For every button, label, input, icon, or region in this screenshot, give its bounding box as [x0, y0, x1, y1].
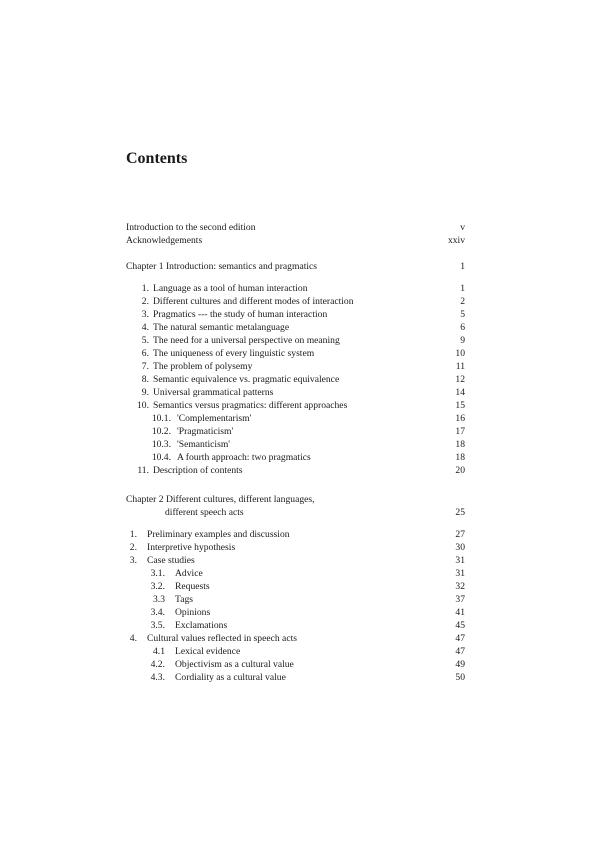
section-number: 1. — [129, 529, 137, 540]
subsection-number: 3.5. — [150, 620, 165, 631]
toc-page-number: 27 — [455, 529, 465, 540]
toc-page-number: xxiv — [447, 235, 465, 246]
section-label: Interpretive hypothesis — [147, 542, 236, 553]
toc-section — [126, 554, 465, 567]
toc-page-number: 37 — [455, 594, 465, 605]
toc-page-number: 45 — [455, 620, 465, 631]
subsection-label: Lexical evidence — [175, 646, 241, 657]
subsection-label: Exclamations — [175, 620, 228, 631]
toc-section — [126, 528, 465, 541]
toc-page-number: 18 — [455, 452, 465, 463]
toc-page-number: 6 — [460, 322, 465, 333]
toc-page-number: 47 — [455, 646, 465, 657]
subsection-number: 3.1. — [150, 568, 165, 579]
subsection-label: Requests — [175, 581, 210, 592]
section-number: 7. — [141, 361, 149, 372]
section-label: Semantics versus pragmatics: different approaches — [153, 400, 348, 411]
section-label: The natural semantic metalanguage — [153, 322, 290, 333]
toc-page-number: 1 — [460, 261, 465, 272]
toc-page-number: v — [460, 222, 465, 233]
toc-page-number: 12 — [455, 374, 465, 385]
chapter-title-continued: different speech acts — [165, 507, 244, 518]
section-label: The problem of polysemy — [153, 361, 253, 372]
section-label: Preliminary examples and discussion — [147, 529, 290, 540]
toc-subsection — [126, 580, 465, 593]
section-label: The uniqueness of every linguistic system — [153, 348, 315, 359]
section-label: Pragmatics --- the study of human interaction — [153, 309, 328, 320]
section-number: 9. — [141, 387, 149, 398]
section-number: 2. — [129, 542, 137, 553]
toc-section — [126, 282, 465, 295]
table-of-contents — [126, 221, 465, 684]
subsection-label: 'Pragmaticism' — [177, 426, 234, 437]
toc-section — [126, 321, 465, 334]
toc-subsection — [126, 619, 465, 632]
subsection-label: 'Complementarism' — [177, 413, 252, 424]
toc-page-number: 11 — [455, 361, 465, 372]
toc-subsection — [126, 593, 465, 606]
subsection-number: 10.1. — [151, 413, 171, 424]
toc-page-number: 9 — [460, 335, 465, 346]
subsection-label: Opinions — [175, 607, 211, 618]
section-label: Case studies — [147, 555, 195, 566]
toc-page-number: 14 — [455, 387, 465, 398]
subsection-label: Tags — [175, 594, 193, 605]
toc-page-number: 31 — [455, 568, 465, 579]
subsection-number: 4.1 — [153, 646, 165, 657]
toc-page-number: 32 — [455, 581, 465, 592]
toc-entry-introduction — [126, 221, 465, 234]
section-label: Different cultures and different modes of interaction — [153, 296, 354, 307]
toc-subsection — [126, 451, 465, 464]
section-number: 4. — [129, 633, 137, 644]
subsection-label: A fourth approach: two pragmatics — [177, 452, 311, 463]
section-label: Cultural values reflected in speech acts — [147, 633, 297, 644]
toc-subsection — [126, 567, 465, 580]
toc-page-number: 10 — [455, 348, 465, 359]
section-label: Universal grammatical patterns — [153, 387, 274, 398]
toc-subsection — [126, 671, 465, 684]
toc-section — [126, 632, 465, 645]
toc-chapter-1-heading — [126, 260, 465, 273]
toc-section — [126, 360, 465, 373]
toc-label: Acknowledgements — [126, 235, 203, 246]
toc-page-number: 47 — [455, 633, 465, 644]
section-number: 4. — [141, 322, 149, 333]
toc-page-number: 20 — [455, 465, 465, 476]
subsection-number: 4.3. — [150, 672, 165, 683]
toc-page-number: 50 — [455, 672, 465, 683]
toc-chapter-2-heading — [126, 493, 465, 506]
toc-page-number: 15 — [455, 400, 465, 411]
section-label: The need for a universal perspective on meaning — [153, 335, 340, 346]
toc-section — [126, 399, 465, 412]
toc-subsection — [126, 438, 465, 451]
section-number: 3. — [141, 309, 149, 320]
toc-section — [126, 373, 465, 386]
toc-section — [126, 464, 465, 477]
toc-subsection — [126, 658, 465, 671]
toc-section — [126, 347, 465, 360]
subsection-number: 10.4. — [151, 452, 171, 463]
toc-page-number: 18 — [455, 439, 465, 450]
toc-section — [126, 295, 465, 308]
toc-page-number: 25 — [455, 507, 465, 518]
toc-page-number: 41 — [455, 607, 465, 618]
subsection-number: 4.2. — [150, 659, 165, 670]
section-number: 11. — [137, 465, 149, 476]
subsection-label: 'Semanticism' — [177, 439, 231, 450]
toc-label: Introduction to the second edition — [126, 222, 256, 233]
subsection-number: 10.3. — [151, 439, 171, 450]
subsection-label: Cordiality as a cultural value — [175, 672, 286, 683]
section-number: 2. — [141, 296, 149, 307]
section-number: 8. — [141, 374, 149, 385]
toc-subsection — [126, 425, 465, 438]
toc-page-number: 5 — [460, 309, 465, 320]
section-label: Language as a tool of human interaction — [153, 283, 308, 294]
subsection-label: Objectivism as a cultural value — [175, 659, 294, 670]
toc-page-number: 1 — [460, 283, 465, 294]
toc-page-number: 16 — [455, 413, 465, 424]
section-number: 5. — [141, 335, 149, 346]
section-number: 10. — [137, 400, 149, 411]
section-number: 1. — [141, 283, 149, 294]
chapter-title: Chapter 1 Introduction: semantics and pragmatics — [126, 261, 318, 272]
section-number: 6. — [141, 348, 149, 359]
section-label: Description of contents — [153, 465, 243, 476]
section-label: Semantic equivalence vs. pragmatic equivalence — [153, 374, 340, 385]
toc-section — [126, 308, 465, 321]
subsection-number: 10.2. — [151, 426, 171, 437]
toc-section — [126, 334, 465, 347]
toc-section — [126, 386, 465, 399]
page-title: Contents — [126, 150, 188, 167]
chapter-title: Chapter 2 Different cultures, different languages, — [126, 494, 315, 505]
subsection-number: 3.3 — [153, 594, 165, 605]
toc-chapter-2-heading-continued — [126, 506, 465, 519]
toc-page-number: 30 — [455, 542, 465, 553]
subsection-number: 3.2. — [150, 581, 165, 592]
toc-section — [126, 541, 465, 554]
toc-page-number: 2 — [460, 296, 465, 307]
toc-entry-acknowledgements — [126, 234, 465, 247]
section-number: 3. — [129, 555, 137, 566]
subsection-number: 3.4. — [150, 607, 165, 618]
toc-page-number: 17 — [455, 426, 465, 437]
toc-subsection — [126, 606, 465, 619]
toc-subsection — [126, 645, 465, 658]
subsection-label: Advice — [175, 568, 203, 579]
toc-page-number: 31 — [455, 555, 465, 566]
toc-subsection — [126, 412, 465, 425]
toc-page-number: 49 — [455, 659, 465, 670]
